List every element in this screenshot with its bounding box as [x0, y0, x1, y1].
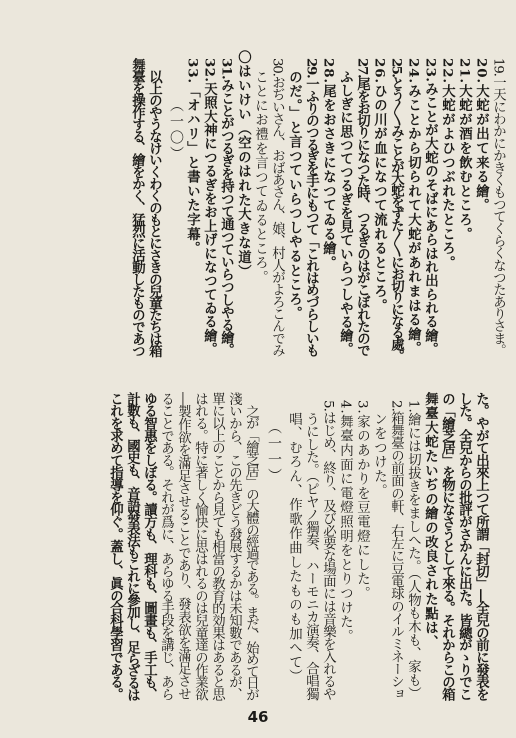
text-line: うにした。（ピヤノ獨奏、ハーモニカ演奏、合唱獨: [303, 412, 319, 700]
text-line: 25.とう〳〵みことが大蛇をずた〳〵にお切りになる處。: [388, 58, 405, 362]
text-line: 23.みことが大蛇のそばにあらはれ出られる繪。: [422, 58, 439, 356]
text-line: 舞臺を操作する、繪をかく、猛烈に活動したものであつ: [129, 58, 146, 356]
text-line: 之が「繪芝居」の大體の經過である。まだ、始めて日が: [243, 405, 259, 701]
text-line: 5.はじめ、終り、及び必要な場面には音樂を入れるや: [320, 400, 336, 700]
text-line: の「繪芝居」を物になさうとして來る。それからこの箱: [439, 392, 456, 701]
text-line: 舞臺大蛇たいぢの繪の改良された點は、: [422, 392, 439, 650]
text-line: 22.大蛇がよひつぶれたところ。: [439, 58, 456, 270]
text-line: のだ。」と言つていらつしやるところ。: [286, 70, 303, 321]
section-heading: （一〇）: [168, 98, 184, 162]
text-line: した。全兒からの批評がさかんに出た。皆總がゝりでこ: [456, 392, 473, 701]
text-line: 24.みことから切られて大蛇があれまはる繪。: [405, 58, 422, 356]
text-line: 27.尾をお切りになつた時、つるぎのはがこぼれたので: [354, 58, 371, 356]
text-line: 唱、むろん、作歌作曲したものも加へて）: [286, 412, 302, 684]
text-line: ゆる智惠をしぼる。讀方も、理科も、圖畫も、手工も、: [141, 392, 158, 701]
text-line: 33.「オハリ」と書いた字幕。: [184, 58, 201, 256]
text-line: 32.天照大神につるぎをお上げになつてゐる繪。: [201, 58, 218, 356]
text-line: 淺いから、この先きどう發展するかは未知數であるが、: [226, 392, 242, 701]
text-line: 4.舞臺内面に電燈照明をとりつけた。: [337, 400, 353, 644]
text-line: た。やがて出來上つて所謂「封切」―全兒の前に發表を: [473, 392, 490, 700]
text-line: 31.みことがつるぎを持つて通つていらつしやる繪。: [218, 58, 235, 356]
text-line: はれる。特に著しく愉快に思はれるのは兒童達の作業欲: [192, 392, 208, 701]
text-line: 28.尾をおさきになつてゐる繪。: [320, 58, 337, 270]
text-line: 30.おぢいさん、おばあさん、娘、村人がよろこんでみ: [269, 58, 285, 356]
text-line: 21.大蛇が酒を飲むところ。: [456, 58, 473, 242]
text-line: ンをつけた。: [371, 412, 387, 498]
text-line: 〇はいけい（空のはれた大きな道）: [235, 50, 252, 279]
page-number: 46: [247, 708, 269, 726]
text-line: 2.箱舞臺の前面の軒、右左に豆電球のイルミネーショ: [388, 400, 404, 700]
text-line: 單に以上のことから見ても相當の教育的効果はあると思: [209, 392, 225, 701]
text-line: 26.ひの川が血になつて流れるところ。: [371, 58, 388, 313]
text-line: ことにお禮を言つてゐるところ。: [252, 70, 268, 285]
text-line: 20.大蛇が出て来る繪。: [473, 58, 490, 213]
section-heading: （一一）: [266, 420, 282, 484]
text-line: 以上のやうなけいくわくのもとにさきの兒童たちは箱: [146, 70, 163, 356]
text-line: これを求めて指導を仰ぐ。蓋し、眞の合科學習である。: [107, 392, 124, 701]
text-line: 計數も、國史も、音語發表法もこれに參加し、足らざるは: [124, 392, 141, 700]
text-line: 19.一天にわかにかきくもつてくらくなつたありさま。: [490, 58, 506, 356]
text-line: ることである。それが爲に、あらゆる手段を講じ、あら: [158, 392, 174, 701]
text-line: 1.繪には切拔きをましへた。（人物も木も、家も）: [405, 400, 421, 700]
text-line: 3.家のあかりを豆電燈にした。: [354, 400, 370, 601]
text-line: 29.一ふりのつるぎを手にもつて「これはめづらしいも: [303, 58, 320, 356]
text-line: ―製作欲を滿足させることであり、發表欲を滿足させ: [175, 392, 191, 700]
text-line: ふしぎに思つてつるぎを見ていらつしやる繪。: [337, 70, 354, 356]
